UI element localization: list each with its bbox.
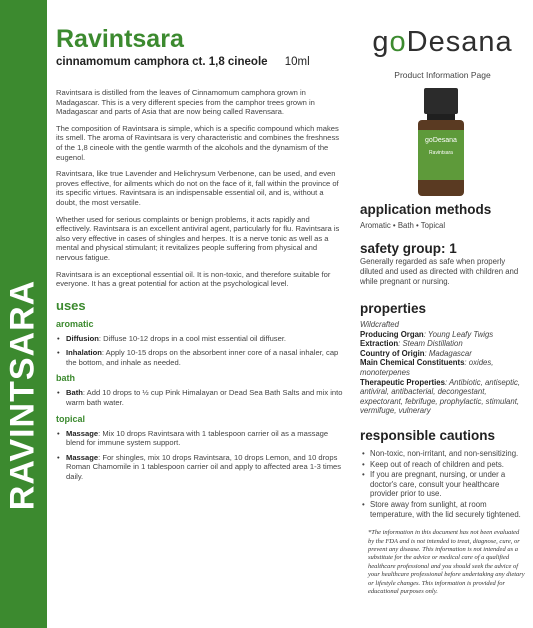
- logo-suffix: Desana: [406, 26, 513, 58]
- topical-heading: topical: [56, 413, 86, 424]
- product-image: [360, 88, 525, 198]
- bottle-image: [418, 88, 464, 196]
- item-text: : Diffuse 10-12 drops in a cool mist essential oil diffuser.: [98, 333, 287, 343]
- item-text: : For shingles, mix 10 drops Ravintsara, 10 drops Lemon, and 10 drops Roman Chamomile in 1 tablespoon carrier oil and apply to affected area 1-3 times daily.: [66, 452, 342, 482]
- item-label: Massage: [66, 452, 99, 462]
- product-title: Ravintsara: [56, 25, 184, 53]
- item-label: Inhalation: [66, 348, 102, 358]
- volume: 10ml: [284, 56, 310, 68]
- item-text: : Apply 10-15 drops on the absorbent inner core of a nasal inhaler, cap the bottom, and inhale as needed.: [66, 348, 339, 367]
- list-item: [56, 388, 346, 407]
- property-row: Main Chemical Constituents: oxides, monoterpenes: [360, 358, 494, 377]
- bottle-cap: [424, 88, 458, 114]
- list-item: • Keep out of reach of children and pets.: [360, 460, 525, 470]
- cautions-heading: responsible cautions: [360, 427, 496, 443]
- aromatic-heading: aromatic: [56, 318, 94, 329]
- latin-name: cinnamomum camphora ct. 1,8 cineole: [56, 56, 268, 68]
- bath-heading: bath: [56, 373, 75, 384]
- properties-heading: properties: [360, 301, 427, 316]
- safety-heading: safety group: 1: [360, 241, 457, 256]
- aromatic-list: [56, 334, 346, 368]
- uses-heading: uses: [56, 297, 86, 313]
- intro-paragraph: The composition of Ravintsara is simple, which is a specific compound which makes its smell. The aroma of Ravintsara is very characteristic and combines the freshness of the 1,8 cineole with the gentle warmth of the alcohols and the dynamism of the eugenol.: [56, 123, 340, 162]
- application-text: Aromatic • Bath • Topical: [360, 221, 446, 230]
- fda-disclaimer: *The information in this document has not been evaluated by the FDA and is not intended to treat, diagnose, cure, or prevent any disease. This information is not intended as a substitute for the advice or medical care of a qualified healthcare professional and you should seek the advice of your healthcare professional before undertaking any dietary or lifestyle changes. This information is provided for educational purposes only.: [368, 529, 525, 595]
- topical-list: [56, 429, 346, 482]
- bottle-label: [418, 130, 464, 180]
- item-text: : Mix 10 drops Ravintsara with 1 tablespoon carrier oil as a massage blend for immune system support.: [66, 428, 329, 448]
- product-subtitle: [56, 56, 346, 68]
- intro-paragraph: Ravintsara, like true Lavender and Helichrysum Verbenone, can be used, and even proves effective, for ailments which do not on the face of it, fall within the province of its specific virtues. Ravintsara is an indispensable essential oil, and is, without a doubt, the most versatile.: [56, 169, 339, 207]
- wildcrafted-note: Wildcrafted: [360, 320, 399, 329]
- logo-prefix: g: [372, 26, 390, 58]
- list-item: • Non-toxic, non-irritant, and non-sensitizing.: [360, 449, 525, 459]
- item-text: : Add 10 drops to ½ cup Pink Himalayan or Dead Sea Bath Salts and mix into warm bath water.: [66, 388, 343, 408]
- property-row: Extraction: Steam Distillation: [360, 339, 463, 349]
- bottle-label-brand: goDesana: [425, 137, 457, 144]
- bottle-label-name: Ravintsara: [429, 150, 453, 156]
- list-item: • If you are pregnant, nursing, or under a doctor's care, consult your healthcare provider prior to use.: [360, 470, 525, 499]
- right-column: [360, 26, 525, 596]
- intro-paragraph: Ravintsara is an exceptional essential oil. It is non-toxic, and therefore suitable for everyone. It has a great potential for action at the psychological level.: [56, 269, 331, 289]
- property-row: Therapeutic Properties: Antibiotic, antiseptic, antiviral, antibacterial, decongestant, expectorant, febrifuge, prophylactic, stimulant, vermifuge, vulnerary: [360, 377, 521, 416]
- safety-text: Generally regarded as safe when properly diluted and used as directed with children and while pregnant or nursing.: [360, 257, 519, 286]
- properties-list: [360, 320, 525, 416]
- list-item: [56, 429, 346, 448]
- property-row: Producing Organ: Young Leafy Twigs: [360, 329, 494, 339]
- left-column: [56, 26, 346, 482]
- cautions-list: [360, 449, 525, 519]
- bath-list: [56, 388, 346, 407]
- intro-paragraph: Ravintsara is distilled from the leaves of Cinnamomum camphora grown in Madagascar. This is a very different species from the camphor trees grown in Madagascar and parts of Asia that are now being called Ravensara.: [56, 88, 315, 117]
- property-row: Country of Origin: Madagascar: [360, 348, 472, 358]
- brand-logo: [360, 26, 525, 58]
- list-item: [56, 334, 346, 344]
- list-item: [56, 453, 346, 482]
- sidebar: [0, 0, 47, 628]
- intro-paragraph: Whether used for serious complaints or benign problems, it acts rapidly and effectively. Ravintsara is an excellent antiviral agent, particularly for flu. Ravintsara is also very effective in cases of shingles and herpes. It is a nerve tonic as well as a mental and physical stimulant; it revitalizes people suffering from physical and nervous fatigue.: [56, 214, 340, 262]
- list-item: • Store away from sunlight, at room temperature, with the lid securely tightened.: [360, 500, 525, 519]
- item-label: Massage: [66, 428, 99, 438]
- item-label: Diffusion: [66, 333, 99, 343]
- item-label: Bath: [66, 388, 83, 398]
- list-item: [56, 348, 346, 367]
- page-tagline: Product Information Page: [394, 70, 491, 80]
- logo-o: o: [389, 26, 407, 58]
- application-heading: application methods: [360, 202, 492, 217]
- vertical-product-title: RAVINTSARA: [3, 279, 42, 511]
